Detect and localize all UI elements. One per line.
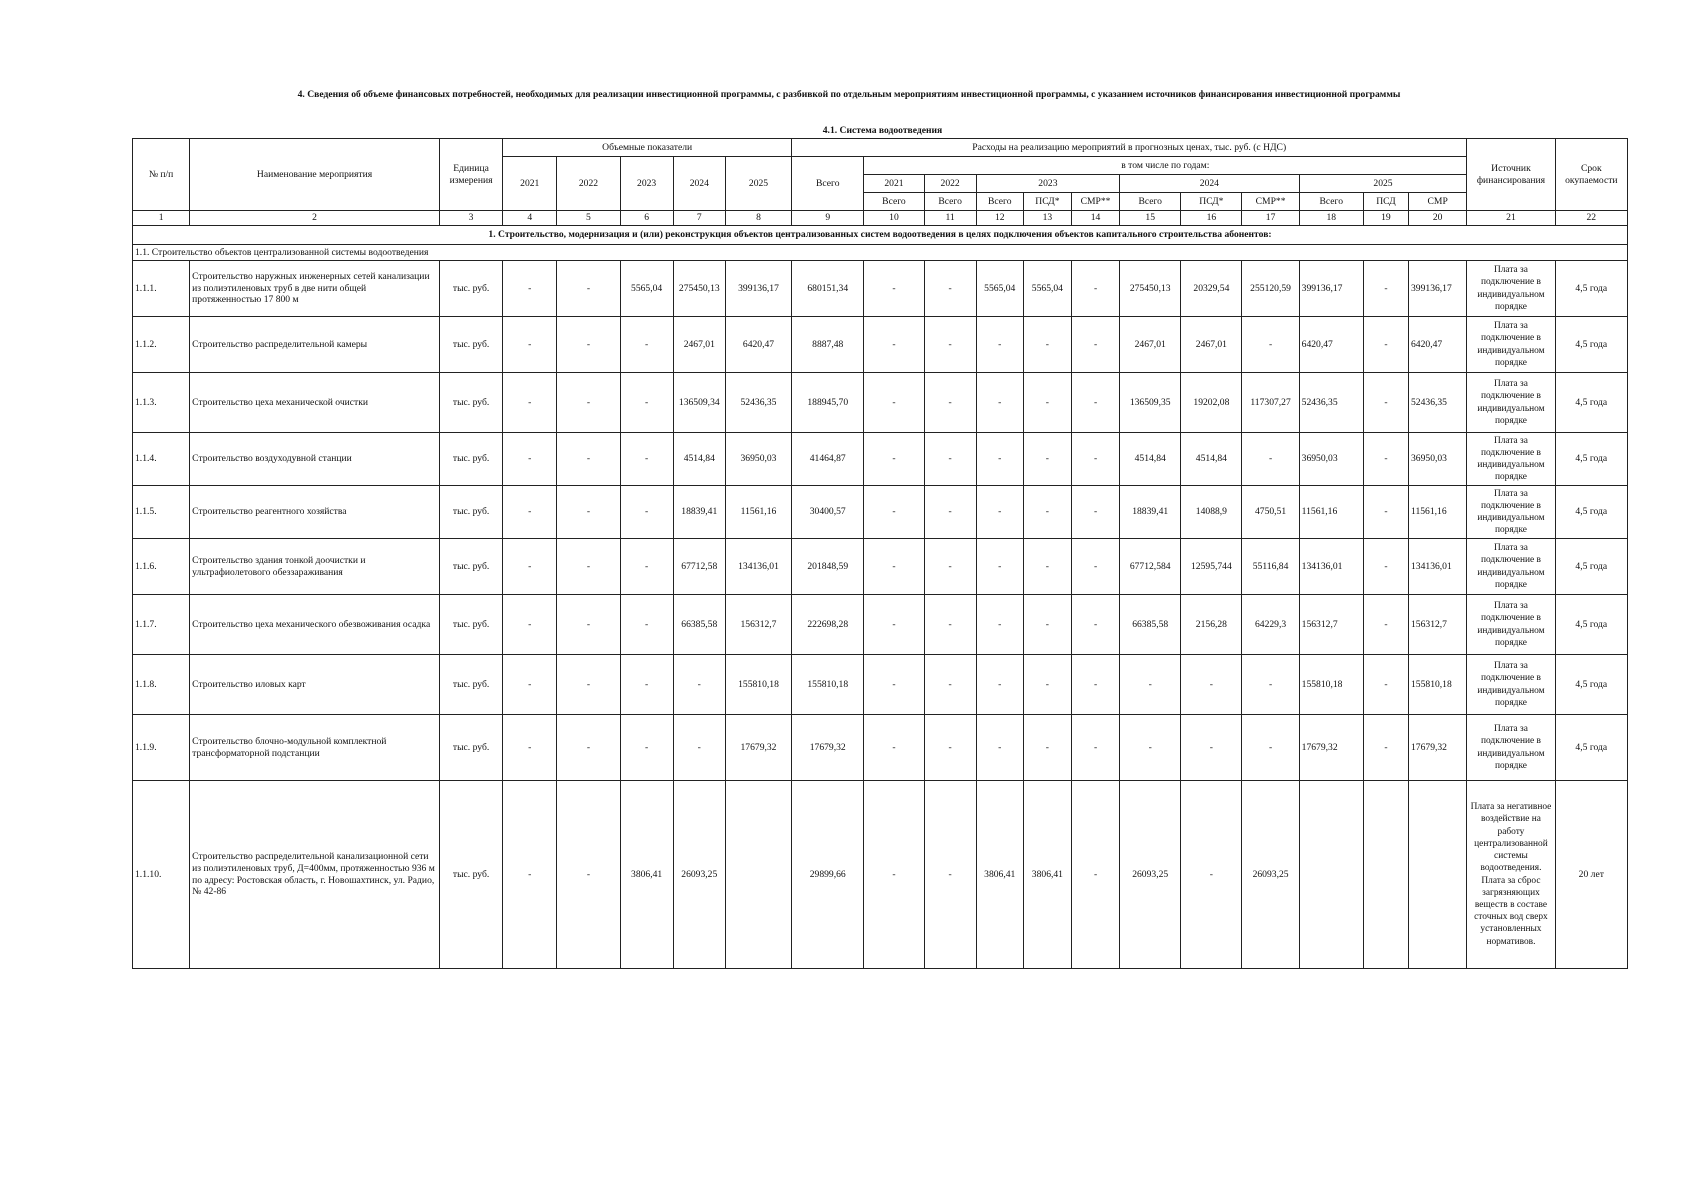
table-cell: - — [673, 655, 725, 715]
subsection-title: 1.1. Строительство объектов централизованной системы водоотведения — [133, 245, 1628, 261]
table-cell: 5565,04 — [976, 261, 1023, 317]
unit-cell: тыс. руб. — [439, 433, 502, 486]
table-cell: 26093,25 — [1120, 781, 1181, 969]
table-cell: 5565,04 — [620, 261, 673, 317]
table-cell: - — [976, 539, 1023, 595]
funding-source: Плата за подключение в индивидуальном порядке — [1467, 539, 1555, 595]
payback-period: 20 лет — [1555, 781, 1627, 969]
table-cell: 155810,18 — [792, 655, 864, 715]
table-cell: - — [1120, 715, 1181, 781]
table-cell: 6420,47 — [1409, 317, 1467, 373]
funding-source: Плата за подключение в индивидуальном порядке — [1467, 486, 1555, 539]
table-row — [133, 595, 1628, 655]
funding-source: Плата за подключение в индивидуальном порядке — [1467, 595, 1555, 655]
table-cell: 134136,01 — [725, 539, 791, 595]
sub-label-cell: ПСД* — [1023, 193, 1071, 211]
table-cell: 36950,03 — [1409, 433, 1467, 486]
table-cell: - — [976, 317, 1023, 373]
measure-name: Строительство блочно-модульной комплектной трансформаторной подстанции — [190, 715, 440, 781]
table-cell: 12595,744 — [1181, 539, 1242, 595]
column-number: 7 — [673, 211, 725, 226]
table-cell: - — [1363, 261, 1408, 317]
table-cell: 156312,7 — [1409, 595, 1467, 655]
table-cell: - — [620, 655, 673, 715]
table-cell: 188945,70 — [792, 373, 864, 433]
table-cell: 4514,84 — [1120, 433, 1181, 486]
table-cell: - — [1071, 781, 1119, 969]
section-title: 1. Строительство, модернизация и (или) реконструкция объектов централизованных систем водоотведения в целях подключения объектов капитального строительства абонентов: — [133, 226, 1628, 245]
table-cell: - — [1071, 433, 1119, 486]
table-cell: - — [1023, 655, 1071, 715]
table-cell: 66385,58 — [1120, 595, 1181, 655]
header-total: Всего — [792, 157, 864, 211]
row-number: 1.1.1. — [133, 261, 190, 317]
column-number: 15 — [1120, 211, 1181, 226]
funding-source: Плата за негативное воздействие на работу централизованной системы водоотведения. Плата за сброс загрязняющих веществ в составе сточных вод сверх установленных нормативов. — [1467, 781, 1555, 969]
document-title: 4. Сведения об объеме финансовых потребностей, необходимых для реализации инвестиционной программы, с разбивкой по отдельным мероприятиям инвестиционной программы, с указанием источников финансирования инвестиционной программы — [297, 89, 1401, 100]
row-number: 1.1.2. — [133, 317, 190, 373]
table-cell: - — [924, 261, 976, 317]
table-cell: - — [1071, 539, 1119, 595]
table-cell: - — [557, 261, 620, 317]
table-cell — [1409, 781, 1467, 969]
table-cell: - — [1363, 317, 1408, 373]
table-cell: 36950,03 — [725, 433, 791, 486]
table-cell: - — [924, 595, 976, 655]
table-cell: 4514,84 — [673, 433, 725, 486]
column-number: 3 — [439, 211, 502, 226]
table-cell: 30400,57 — [792, 486, 864, 539]
sub-label-cell: ПСД* — [1181, 193, 1242, 211]
table-cell: 67712,58 — [673, 539, 725, 595]
table-cell: - — [503, 715, 557, 781]
column-number: 11 — [924, 211, 976, 226]
table-row — [133, 373, 1628, 433]
measure-name: Строительство наружных инженерных сетей канализации из полиэтиленовых труб в две нити общей протяженностью 17 800 м — [190, 261, 440, 317]
table-cell: 11561,16 — [725, 486, 791, 539]
table-cell: - — [620, 486, 673, 539]
table-cell: 156312,7 — [1299, 595, 1363, 655]
header-unit: Единица измерения — [439, 139, 502, 211]
table-cell: 4750,51 — [1242, 486, 1299, 539]
table-row — [133, 261, 1628, 317]
funding-source: Плата за подключение в индивидуальном порядке — [1467, 373, 1555, 433]
table-cell: 26093,25 — [1242, 781, 1299, 969]
table-cell: 8887,48 — [792, 317, 864, 373]
table-cell: 134136,01 — [1409, 539, 1467, 595]
table-cell: - — [924, 781, 976, 969]
table-cell: - — [1363, 655, 1408, 715]
table-cell: - — [1363, 715, 1408, 781]
table-cell: 399136,17 — [1409, 261, 1467, 317]
header-expenses: Расходы на реализацию мероприятий в прогнозных ценах, тыс. руб. (с НДС) — [792, 139, 1467, 157]
table-cell: - — [673, 715, 725, 781]
table-cell: - — [557, 655, 620, 715]
funding-source: Плата за подключение в индивидуальном порядке — [1467, 715, 1555, 781]
table-cell: - — [1363, 539, 1408, 595]
column-number: 9 — [792, 211, 864, 226]
table-cell: - — [1023, 373, 1071, 433]
table-cell: - — [620, 595, 673, 655]
column-number: 20 — [1409, 211, 1467, 226]
measure-name: Строительство распределительной камеры — [190, 317, 440, 373]
table-cell: 64229,3 — [1242, 595, 1299, 655]
table-cell: 52436,35 — [1409, 373, 1467, 433]
table-cell: - — [1071, 715, 1119, 781]
payback-period: 4,5 года — [1555, 486, 1627, 539]
expense-year-2025: 2025 — [1299, 175, 1467, 193]
row-number: 1.1.5. — [133, 486, 190, 539]
table-cell: - — [976, 595, 1023, 655]
sub-label-cell: Всего — [976, 193, 1023, 211]
unit-cell: тыс. руб. — [439, 715, 502, 781]
table-cell: 19202,08 — [1181, 373, 1242, 433]
table-cell: 52436,35 — [725, 373, 791, 433]
table-row — [133, 655, 1628, 715]
table-cell — [1299, 781, 1363, 969]
table-cell: - — [1181, 781, 1242, 969]
unit-cell: тыс. руб. — [439, 781, 502, 969]
column-number: 12 — [976, 211, 1023, 226]
volume-year-2025: 2025 — [725, 157, 791, 211]
section-subtitle: 4.1. Система водоотведения — [822, 125, 943, 136]
table-cell: - — [503, 373, 557, 433]
table-cell: - — [1242, 317, 1299, 373]
table-cell: - — [1363, 486, 1408, 539]
table-cell: - — [864, 539, 924, 595]
payback-period: 4,5 года — [1555, 595, 1627, 655]
column-number: 19 — [1363, 211, 1408, 226]
table-cell: 66385,58 — [673, 595, 725, 655]
payback-period: 4,5 года — [1555, 715, 1627, 781]
unit-cell: тыс. руб. — [439, 261, 502, 317]
table-cell: - — [864, 433, 924, 486]
column-number: 8 — [725, 211, 791, 226]
volume-year-2023: 2023 — [620, 157, 673, 211]
table-cell: - — [1181, 655, 1242, 715]
table-cell: - — [1363, 433, 1408, 486]
table-cell: 18839,41 — [1120, 486, 1181, 539]
column-number: 16 — [1181, 211, 1242, 226]
table-cell: - — [620, 715, 673, 781]
table-cell: 134136,01 — [1299, 539, 1363, 595]
table-cell: 3806,41 — [976, 781, 1023, 969]
table-cell: 18839,41 — [673, 486, 725, 539]
table-cell: - — [503, 539, 557, 595]
table-cell: - — [864, 595, 924, 655]
table-cell: - — [557, 715, 620, 781]
measure-name: Строительство цеха механического обезвоживания осадка — [190, 595, 440, 655]
table-cell: - — [1181, 715, 1242, 781]
table-cell: - — [503, 595, 557, 655]
table-cell: - — [864, 317, 924, 373]
table-cell: 255120,59 — [1242, 261, 1299, 317]
payback-period: 4,5 года — [1555, 373, 1627, 433]
table-cell: - — [503, 261, 557, 317]
table-cell: 11561,16 — [1299, 486, 1363, 539]
row-number: 1.1.8. — [133, 655, 190, 715]
table-cell: - — [620, 539, 673, 595]
measure-name: Строительство здания тонкой доочистки и ультрафиолетового обеззараживания — [190, 539, 440, 595]
measure-name: Строительство цеха механической очистки — [190, 373, 440, 433]
table-cell: 11561,16 — [1409, 486, 1467, 539]
table-cell — [1363, 781, 1408, 969]
table-cell: 3806,41 — [1023, 781, 1071, 969]
table-cell: 275450,13 — [673, 261, 725, 317]
table-cell: - — [503, 317, 557, 373]
column-number: 6 — [620, 211, 673, 226]
table-cell: 2467,01 — [1181, 317, 1242, 373]
measure-name: Строительство воздуходувной станции — [190, 433, 440, 486]
header-by-years: в том числе по годам: — [864, 157, 1467, 175]
investment-table — [132, 138, 1628, 969]
row-number: 1.1.6. — [133, 539, 190, 595]
table-cell: - — [1071, 261, 1119, 317]
payback-period: 4,5 года — [1555, 539, 1627, 595]
table-cell: - — [924, 433, 976, 486]
expense-year-2021: 2021 — [864, 175, 924, 193]
expense-year-2022: 2022 — [924, 175, 976, 193]
table-cell: 17679,32 — [1409, 715, 1467, 781]
table-cell: 156312,7 — [725, 595, 791, 655]
table-cell: 41464,87 — [792, 433, 864, 486]
table-cell: 275450,13 — [1120, 261, 1181, 317]
funding-source: Плата за подключение в индивидуальном порядке — [1467, 317, 1555, 373]
table-cell: - — [557, 539, 620, 595]
sub-label-cell: Всего — [1120, 193, 1181, 211]
sub-label-cell: Всего — [1299, 193, 1363, 211]
table-cell: 155810,18 — [1299, 655, 1363, 715]
measure-name: Строительство иловых карт — [190, 655, 440, 715]
header-num: № п/п — [133, 139, 190, 211]
unit-cell: тыс. руб. — [439, 539, 502, 595]
table-cell: 117307,27 — [1242, 373, 1299, 433]
table-cell: - — [620, 433, 673, 486]
table-cell: 5565,04 — [1023, 261, 1071, 317]
measure-name: Строительство распределительной канализационной сети из полиэтиленовых труб, Д=400мм, протяженностью 936 м по адресу: Ростовская область, г. Новошахтинск, ул. Радио, № 42-86 — [190, 781, 440, 969]
table-cell: - — [503, 655, 557, 715]
column-number: 17 — [1242, 211, 1299, 226]
table-cell: 680151,34 — [792, 261, 864, 317]
table-cell: - — [976, 486, 1023, 539]
table-cell: 17679,32 — [792, 715, 864, 781]
table-cell: - — [557, 595, 620, 655]
row-number: 1.1.3. — [133, 373, 190, 433]
table-row — [133, 433, 1628, 486]
table-cell: 17679,32 — [1299, 715, 1363, 781]
table-cell: - — [1071, 595, 1119, 655]
row-number: 1.1.10. — [133, 781, 190, 969]
table-cell: - — [503, 486, 557, 539]
table-cell: - — [1023, 539, 1071, 595]
table-cell: - — [1071, 486, 1119, 539]
header-name: Наименование мероприятия — [190, 139, 440, 211]
table-cell: - — [924, 317, 976, 373]
table-cell: - — [557, 781, 620, 969]
row-number: 1.1.7. — [133, 595, 190, 655]
table-cell: - — [864, 715, 924, 781]
column-number: 13 — [1023, 211, 1071, 226]
payback-period: 4,5 года — [1555, 433, 1627, 486]
table-cell: - — [924, 655, 976, 715]
table-cell: 136509,35 — [1120, 373, 1181, 433]
sub-label-cell: СМР — [1409, 193, 1467, 211]
table-cell: 55116,84 — [1242, 539, 1299, 595]
table-cell: 222698,28 — [792, 595, 864, 655]
table-cell: - — [1023, 595, 1071, 655]
table-cell: 399136,17 — [1299, 261, 1363, 317]
table-cell: - — [1071, 373, 1119, 433]
table-row — [133, 317, 1628, 373]
table-cell: - — [503, 781, 557, 969]
volume-year-2022: 2022 — [557, 157, 620, 211]
funding-source: Плата за подключение в индивидуальном порядке — [1467, 261, 1555, 317]
table-row — [133, 781, 1628, 969]
table-cell: - — [557, 373, 620, 433]
sub-label-cell: СМР** — [1242, 193, 1299, 211]
unit-cell: тыс. руб. — [439, 486, 502, 539]
table-row — [133, 715, 1628, 781]
sub-label-cell: СМР** — [1071, 193, 1119, 211]
header-source: Источник финансирования — [1467, 139, 1555, 211]
table-cell: - — [620, 373, 673, 433]
measure-name: Строительство реагентного хозяйства — [190, 486, 440, 539]
sub-label-cell: ПСД — [1363, 193, 1408, 211]
table-cell: 2467,01 — [1120, 317, 1181, 373]
table-cell: - — [557, 486, 620, 539]
table-cell: 20329,54 — [1181, 261, 1242, 317]
table-cell: 2467,01 — [673, 317, 725, 373]
payback-period: 4,5 года — [1555, 655, 1627, 715]
column-number: 22 — [1555, 211, 1627, 226]
table-cell: - — [557, 433, 620, 486]
table-cell: 399136,17 — [725, 261, 791, 317]
table-cell: - — [1242, 715, 1299, 781]
column-number: 10 — [864, 211, 924, 226]
funding-source: Плата за подключение в индивидуальном порядке — [1467, 433, 1555, 486]
sub-label-cell: Всего — [924, 193, 976, 211]
funding-source: Плата за подключение в индивидуальном порядке — [1467, 655, 1555, 715]
column-number: 1 — [133, 211, 190, 226]
table-cell: 4514,84 — [1181, 433, 1242, 486]
table-cell: 17679,32 — [725, 715, 791, 781]
table-cell — [725, 781, 791, 969]
unit-cell: тыс. руб. — [439, 595, 502, 655]
table-cell: 36950,03 — [1299, 433, 1363, 486]
table-cell: - — [924, 486, 976, 539]
table-cell: - — [924, 715, 976, 781]
table-cell: - — [976, 433, 1023, 486]
table-cell: 6420,47 — [725, 317, 791, 373]
row-number: 1.1.4. — [133, 433, 190, 486]
table-cell: - — [557, 317, 620, 373]
table-cell: - — [1023, 715, 1071, 781]
table-cell: 155810,18 — [725, 655, 791, 715]
table-cell: 201848,59 — [792, 539, 864, 595]
expense-year-2024: 2024 — [1120, 175, 1300, 193]
table-cell: 52436,35 — [1299, 373, 1363, 433]
payback-period: 4,5 года — [1555, 317, 1627, 373]
table-cell: 6420,47 — [1299, 317, 1363, 373]
table-cell: - — [1023, 486, 1071, 539]
volume-year-2021: 2021 — [503, 157, 557, 211]
sub-label-cell: Всего — [864, 193, 924, 211]
table-cell: - — [976, 373, 1023, 433]
table-cell: - — [924, 539, 976, 595]
table-cell: 3806,41 — [620, 781, 673, 969]
table-cell: - — [864, 373, 924, 433]
table-cell: - — [976, 655, 1023, 715]
table-cell: - — [1120, 655, 1181, 715]
table-cell: - — [1363, 595, 1408, 655]
header-volume: Объемные показатели — [503, 139, 792, 157]
column-number: 14 — [1071, 211, 1119, 226]
table-cell: - — [1242, 655, 1299, 715]
table-cell: - — [1071, 317, 1119, 373]
table-row — [133, 486, 1628, 539]
table-cell: - — [1023, 433, 1071, 486]
column-number: 21 — [1467, 211, 1555, 226]
row-number: 1.1.9. — [133, 715, 190, 781]
table-cell: - — [1023, 317, 1071, 373]
unit-cell: тыс. руб. — [439, 373, 502, 433]
column-number: 2 — [190, 211, 440, 226]
table-cell: - — [976, 715, 1023, 781]
column-number: 4 — [503, 211, 557, 226]
volume-year-2024: 2024 — [673, 157, 725, 211]
table-cell: - — [503, 433, 557, 486]
expense-year-2023: 2023 — [976, 175, 1119, 193]
column-number: 5 — [557, 211, 620, 226]
table-cell: - — [864, 781, 924, 969]
table-cell: 136509,34 — [673, 373, 725, 433]
unit-cell: тыс. руб. — [439, 655, 502, 715]
unit-cell: тыс. руб. — [439, 317, 502, 373]
table-cell: 2156,28 — [1181, 595, 1242, 655]
table-cell: - — [1242, 433, 1299, 486]
table-cell: - — [1071, 655, 1119, 715]
column-number: 18 — [1299, 211, 1363, 226]
header-payback: Срок окупаемости — [1555, 139, 1627, 211]
table-cell: 155810,18 — [1409, 655, 1467, 715]
table-cell: 67712,584 — [1120, 539, 1181, 595]
table-cell: - — [864, 655, 924, 715]
table-cell: 14088,9 — [1181, 486, 1242, 539]
table-cell: 29899,66 — [792, 781, 864, 969]
table-cell: - — [924, 373, 976, 433]
table-row — [133, 539, 1628, 595]
table-cell: - — [620, 317, 673, 373]
table-cell: - — [864, 261, 924, 317]
table-cell: - — [864, 486, 924, 539]
payback-period: 4,5 года — [1555, 261, 1627, 317]
table-cell: - — [1363, 373, 1408, 433]
table-cell: 26093,25 — [673, 781, 725, 969]
